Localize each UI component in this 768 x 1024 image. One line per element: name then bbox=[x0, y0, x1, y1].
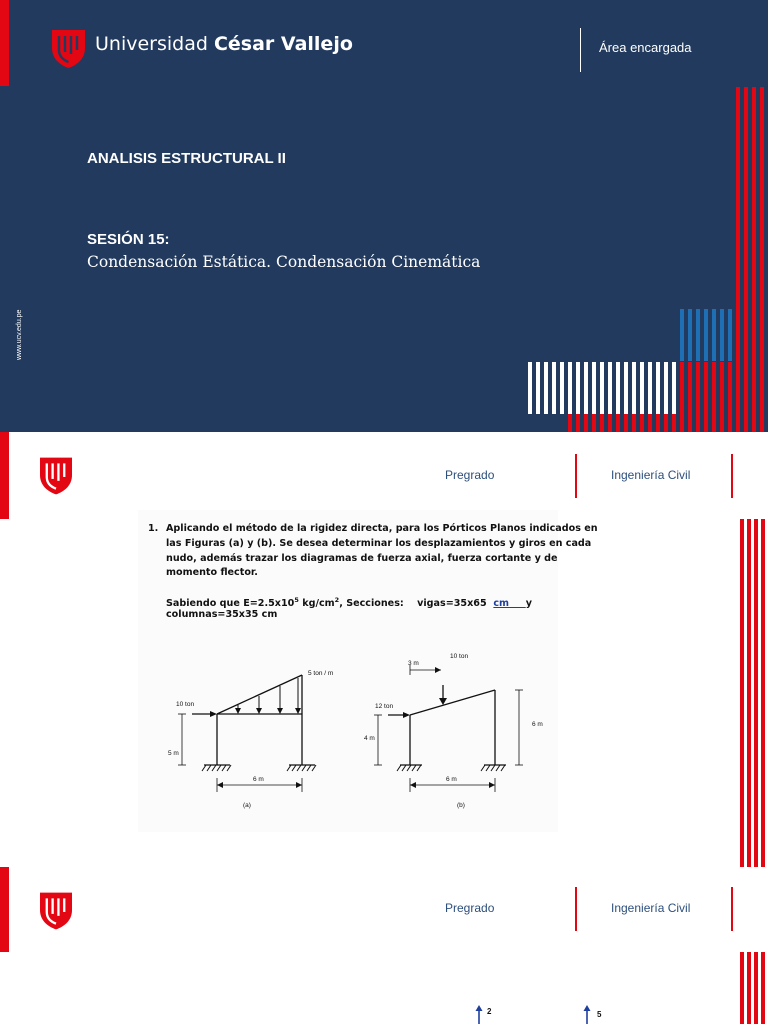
decorative-stripe bbox=[747, 519, 751, 867]
decorative-stripe bbox=[656, 414, 660, 432]
ucv-logo-icon bbox=[52, 30, 85, 68]
ucv-logo-icon bbox=[40, 892, 72, 930]
decorative-stripe bbox=[576, 414, 580, 432]
header-separator bbox=[575, 454, 577, 498]
decorative-stripe bbox=[712, 309, 716, 361]
session-topic: Condensación Estática. Condensación Cinemática bbox=[87, 253, 481, 271]
cover-slide bbox=[0, 0, 768, 432]
decorative-stripe bbox=[680, 309, 684, 361]
session-number: SESIÓN 15: bbox=[87, 231, 170, 248]
left-red-bar bbox=[0, 867, 9, 952]
website-url: www.ucv.edu.pe bbox=[16, 309, 23, 360]
decorative-stripe bbox=[696, 362, 700, 432]
decorative-stripe bbox=[552, 362, 556, 414]
decorative-stripe bbox=[608, 362, 612, 414]
decorative-stripe bbox=[560, 362, 564, 414]
decorative-stripe bbox=[712, 362, 716, 432]
decorative-stripe bbox=[528, 362, 532, 414]
dof-arrow-icon bbox=[474, 1005, 484, 1024]
decorative-stripe bbox=[664, 362, 668, 414]
decorative-stripe bbox=[704, 309, 708, 361]
figure-b-height-right: 6 m bbox=[532, 721, 543, 728]
header-program: Pregrado bbox=[445, 901, 495, 915]
decorative-stripe bbox=[576, 362, 580, 414]
figure-a-height: 5 m bbox=[168, 750, 179, 757]
decorative-stripe bbox=[696, 309, 700, 361]
figure-b-offset: 3 m bbox=[408, 660, 419, 667]
exercise-data: Sabiendo que $E=2.5x10^5$ $kg/cm^2$, Secciones: vigas=35x65 cm y bbox=[166, 596, 532, 610]
decorative-stripe bbox=[640, 362, 644, 414]
decorative-stripe bbox=[761, 952, 765, 1024]
header-career: Ingeniería Civil bbox=[611, 468, 691, 482]
figure-b-span: 6 m bbox=[446, 776, 457, 783]
decorative-stripe bbox=[740, 952, 744, 1024]
left-red-bar bbox=[0, 432, 9, 519]
decorative-stripe bbox=[600, 414, 604, 432]
decorative-stripe bbox=[616, 362, 620, 414]
area-label: Área encargada bbox=[599, 40, 692, 55]
decorative-stripe bbox=[632, 362, 636, 414]
decorative-stripe bbox=[584, 414, 588, 432]
header-program: Pregrado bbox=[445, 468, 495, 482]
ucv-logo-icon bbox=[40, 457, 72, 495]
exercise-data-columns: columnas=35x35 cm bbox=[166, 609, 278, 620]
decorative-stripe bbox=[640, 414, 644, 432]
figure-a-caption: (a) bbox=[243, 802, 251, 809]
decorative-stripe bbox=[568, 414, 572, 432]
figure-b-caption: (b) bbox=[457, 802, 465, 809]
decorative-stripe bbox=[544, 362, 548, 414]
header-career: Ingeniería Civil bbox=[611, 901, 691, 915]
figure-a-load-point: 10 ton bbox=[176, 701, 195, 708]
decorative-stripe bbox=[688, 309, 692, 361]
decorative-stripe bbox=[728, 362, 732, 432]
university-name: Universidad César Vallejo bbox=[95, 33, 353, 55]
figure-b-load-top: 10 ton bbox=[450, 653, 469, 660]
figure-b-load-side: 12 ton bbox=[375, 703, 394, 710]
header-separator bbox=[731, 887, 733, 931]
decorative-stripe bbox=[608, 414, 612, 432]
frame-b-diagram bbox=[138, 630, 558, 830]
exercise-image bbox=[138, 510, 598, 832]
decorative-stripe bbox=[584, 362, 588, 414]
decorative-stripe bbox=[740, 519, 744, 867]
exercise-statement: Aplicando el método de la rigidez directa, para los Pórticos Planos indicados en las Figuras (a) y (b). Se desea determinar los desplazamientos y giros en cada nudo, además trazar los diagramas de fuerza axial, fuerza cortante y de momento flector. bbox=[166, 523, 598, 579]
decorative-stripe bbox=[754, 519, 758, 867]
decorative-stripe bbox=[747, 952, 751, 1024]
decorative-stripe bbox=[624, 362, 628, 414]
decorative-stripe bbox=[648, 362, 652, 414]
decorative-stripe bbox=[568, 362, 572, 414]
decorative-stripe bbox=[736, 87, 740, 432]
decorative-stripe bbox=[744, 87, 748, 432]
decorative-stripe bbox=[761, 519, 765, 867]
decorative-stripe bbox=[664, 414, 668, 432]
decorative-stripe bbox=[592, 362, 596, 414]
decorative-stripe bbox=[592, 414, 596, 432]
decorative-stripe bbox=[720, 362, 724, 432]
dof-arrow-icon bbox=[582, 1005, 592, 1024]
decorative-stripe bbox=[624, 414, 628, 432]
decorative-stripe bbox=[754, 952, 758, 1024]
decorative-stripe bbox=[752, 87, 756, 432]
dof-label: 5 bbox=[597, 1010, 602, 1019]
figure-b-height-left: 4 m bbox=[364, 735, 375, 742]
exercise-slide bbox=[0, 432, 768, 867]
decorative-stripe bbox=[680, 414, 684, 432]
decorative-stripe bbox=[672, 414, 676, 432]
decorative-stripe bbox=[536, 362, 540, 414]
decorative-stripe bbox=[656, 362, 660, 414]
decorative-stripe bbox=[688, 362, 692, 432]
decorative-stripe bbox=[728, 309, 732, 361]
decorative-stripe bbox=[720, 309, 724, 361]
header-divider bbox=[580, 28, 581, 72]
decorative-stripe bbox=[760, 87, 764, 432]
figure-a-load-distributed: 5 ton / m bbox=[308, 670, 334, 677]
figure-a-span: 6 m bbox=[253, 776, 264, 783]
stiffness-slide bbox=[0, 867, 768, 1024]
course-title: ANALISIS ESTRUCTURAL II bbox=[87, 150, 286, 167]
exercise-number: 1. bbox=[148, 523, 159, 534]
header-separator bbox=[731, 454, 733, 498]
left-red-bar bbox=[0, 0, 9, 86]
header-separator bbox=[575, 887, 577, 931]
decorative-stripe bbox=[648, 414, 652, 432]
decorative-stripe bbox=[616, 414, 620, 432]
dof-label: 2 bbox=[487, 1007, 492, 1016]
decorative-stripe bbox=[632, 414, 636, 432]
decorative-stripe bbox=[704, 362, 708, 432]
decorative-stripe bbox=[672, 362, 676, 414]
decorative-stripe bbox=[600, 362, 604, 414]
